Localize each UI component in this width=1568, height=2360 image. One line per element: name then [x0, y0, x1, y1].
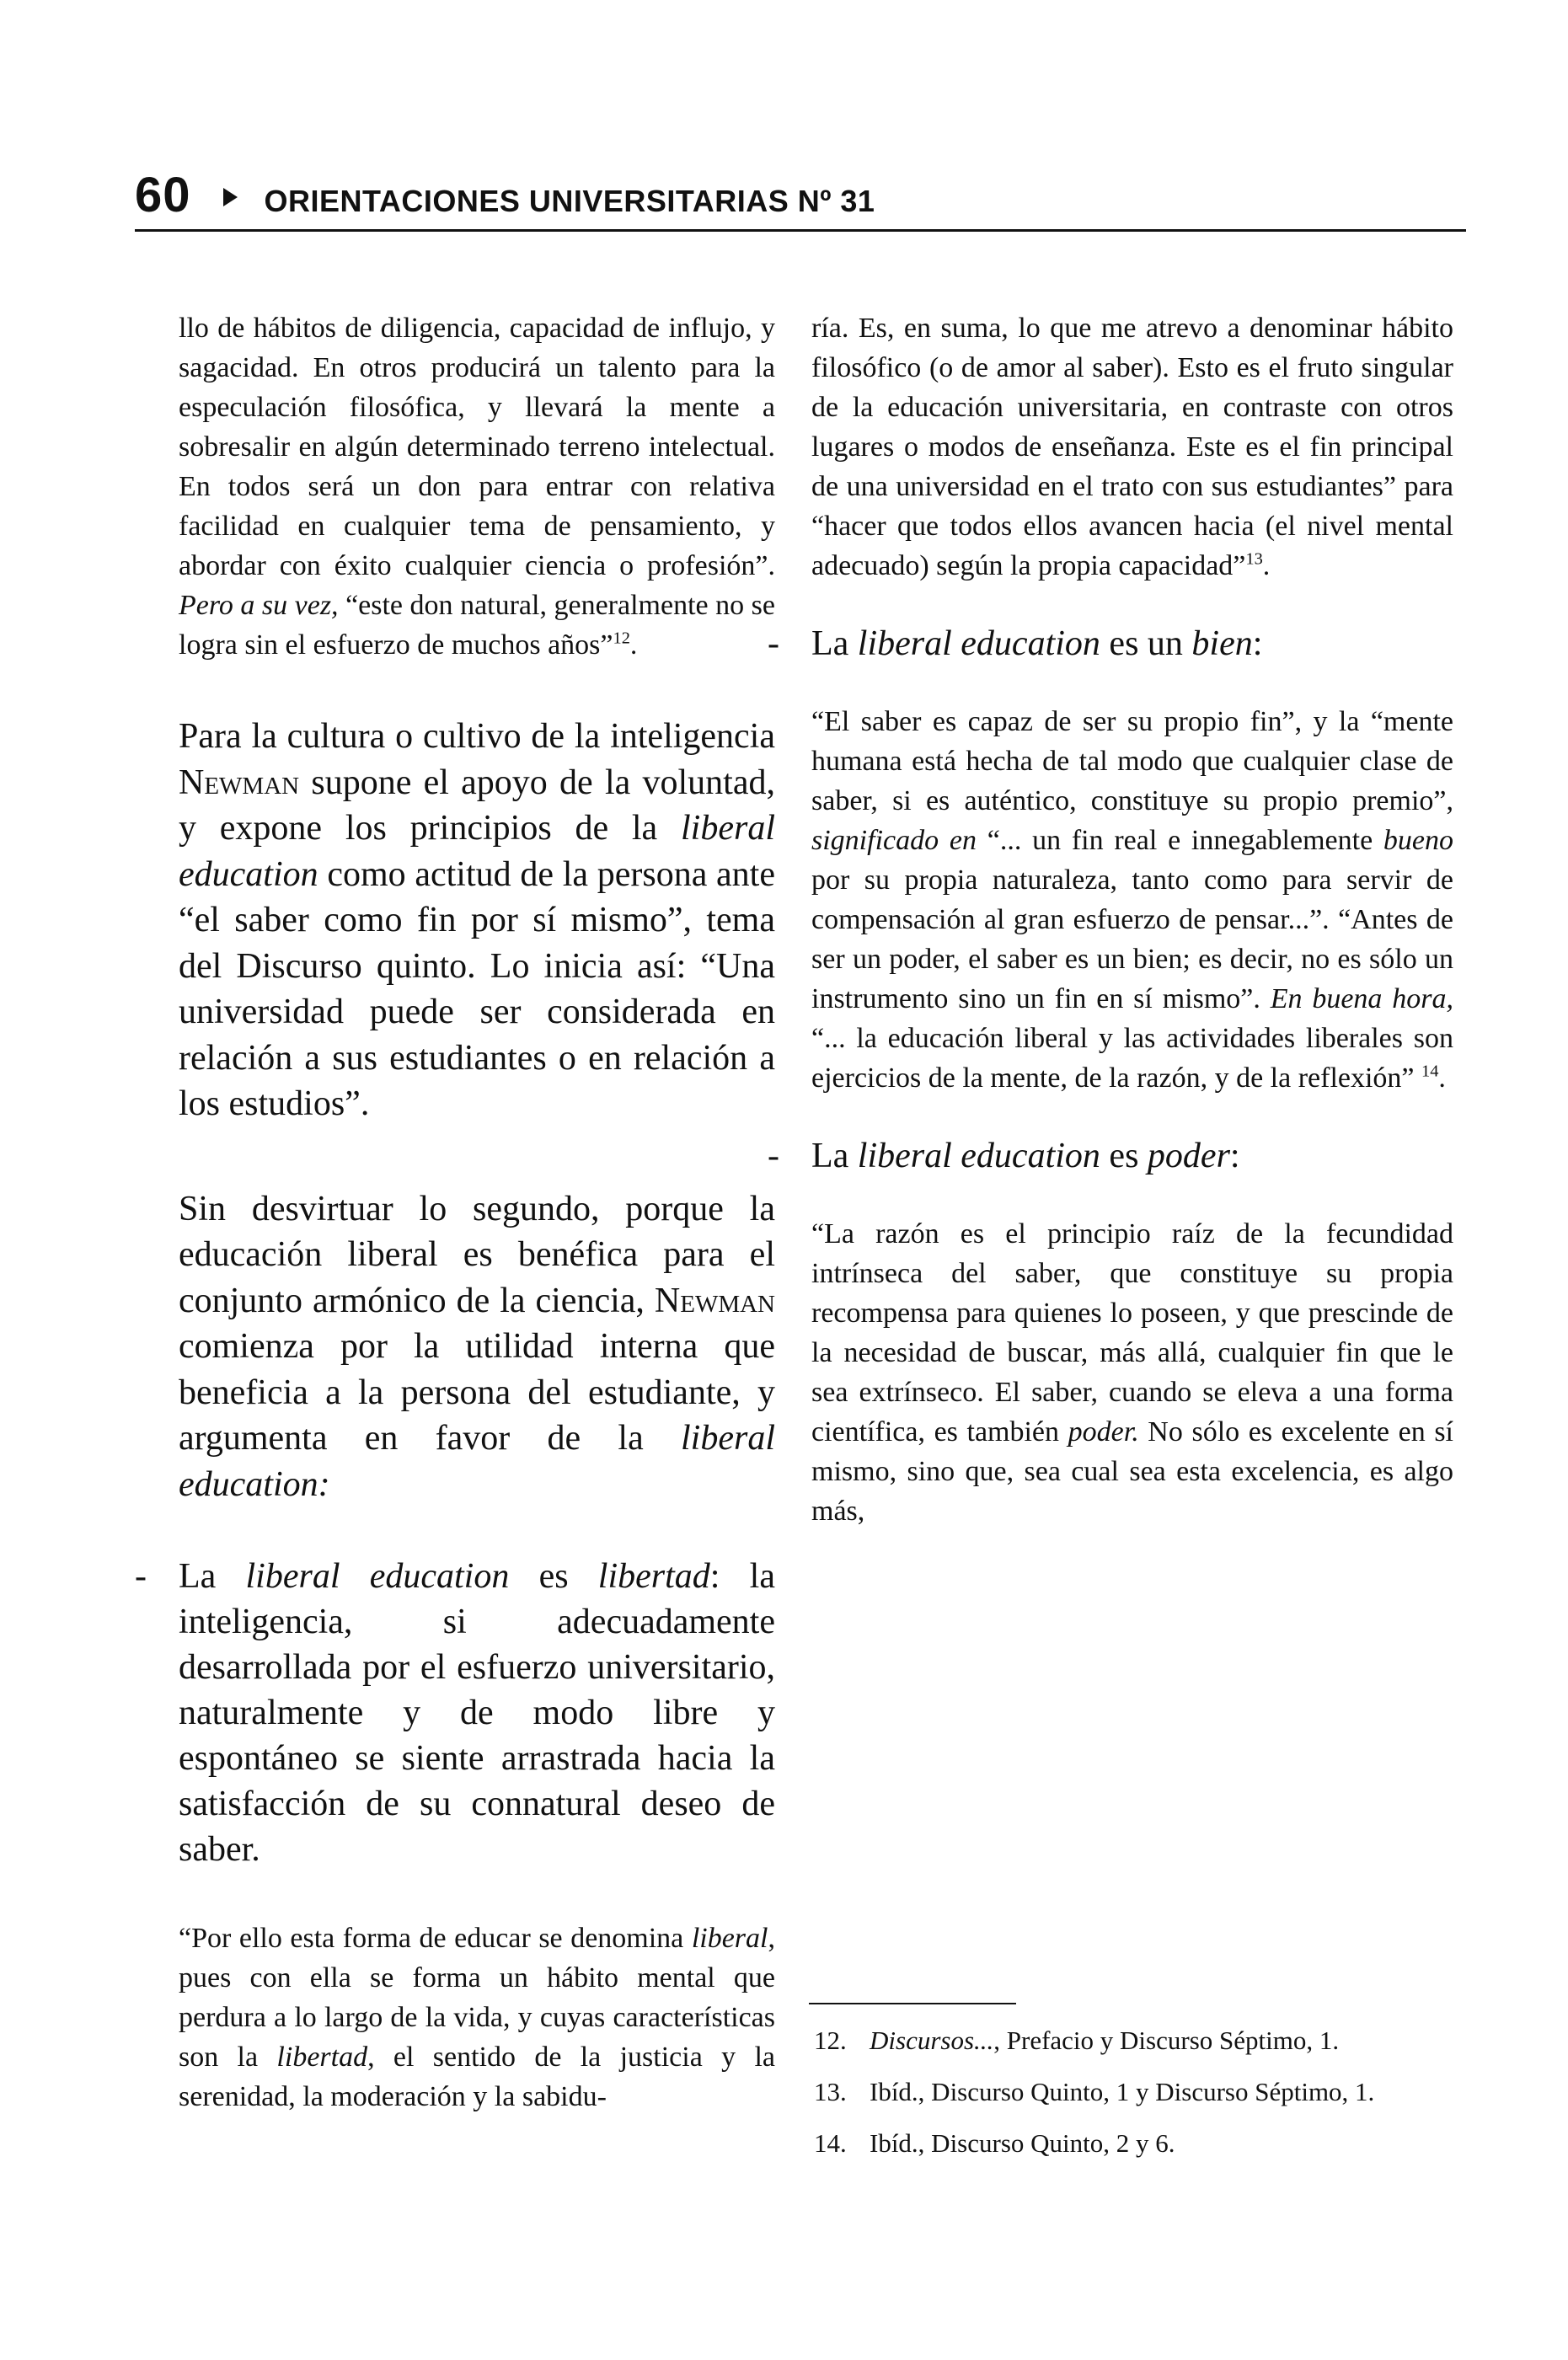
dash-marker: - — [768, 1137, 779, 1175]
running-header — [135, 167, 1466, 226]
footnote-item — [814, 2125, 1463, 2161]
list-item-poder: - La liberal education es poder: — [811, 1133, 1453, 1179]
page-number: 60 — [135, 168, 191, 222]
paragraph: Sin desvirtuar lo segundo, porque la educación liberal es benéfica para el conjunto armónico de la ciencia, Newman comienza por la utilidad interna que beneficia a la persona del estudiante, y argumenta en favor de la liberal education: — [179, 1189, 775, 1504]
footnote-rule — [809, 2003, 1016, 2004]
footnote-item — [814, 2022, 1463, 2058]
footnote-number: 12. — [814, 2026, 847, 2055]
block-quote: “La razón es el principio raíz de la fecundidad intrínseca del saber, que constituye su propia recompensa para quienes lo poseen, y que prescinde de la necesidad de buscar, más allá, cualquier fin que le sea extrínseco. El saber, cuando se eleva a una forma científica, es también poder. No sólo es excelente en sí mismo, sino que, sea cual sea esta excelencia, es algo más, — [811, 1218, 1453, 1527]
footnotes — [814, 2022, 1463, 2176]
list-item-libertad: - La liberal education es libertad: la inteligencia, si adecuadamente desarrollada por el esfuerzo universitario, naturalmente y de modo libre y espontáneo se siente arrastrada hacia la satisfacción de su connatural deseo de saber. — [179, 1554, 775, 1872]
dash-marker: - — [768, 624, 779, 663]
footnote-number: 13. — [814, 2077, 847, 2106]
right-column — [768, 308, 1454, 1531]
footnote-ref[interactable]: 14 — [1421, 1062, 1439, 1081]
footnote-ref[interactable]: 12 — [613, 629, 630, 648]
footnote-text: Discursos..., Prefacio y Discurso Séptimo, 1. — [870, 2026, 1340, 2055]
footnote-item — [814, 2074, 1463, 2110]
paragraph-continued: ría. Es, en suma, lo que me atrevo a denominar hábito filosófico (o de amor al saber). Esto es el fruto singular de la educación universitaria, en contraste con otros lugares o modos de enseñanza. Este es el fin principal de una universidad en el trato con sus estudiantes” para “hacer que todos ellos avancen hacia (el nivel mental adecuado) según la propia capacidad”$^{13}$. — [811, 313, 1453, 581]
footnote-text: Ibíd., Discurso Quinto, 1 y Discurso Séptimo, 1. — [870, 2077, 1375, 2106]
footnote-ref[interactable]: 13 — [1245, 549, 1263, 569]
footnote-text: Ibíd., Discurso Quinto, 2 y 6. — [870, 2128, 1175, 2158]
triangle-bullet-icon — [223, 188, 238, 206]
footnote-number: 14. — [814, 2128, 847, 2158]
header-rule — [135, 229, 1466, 232]
journal-title: ORIENTACIONES UNIVERSITARIAS Nº 31 — [264, 184, 875, 218]
paragraph-continued: llo de hábitos de diligencia, capacidad de influjo, y sagacidad. En otros producirá un talento para la especulación filosófica, y llevará la mente a sobresalir en algún determinado terreno intelectual. En todos será un don para entrar con relativa facilidad en cualquier tema de pensamiento, y abordar con éxito cualquier ciencia o profesión”. Pero a su vez, “este don natural, generalmente no se logra sin el esfuerzo de muchos años”$^{12}$. — [179, 313, 775, 661]
block-quote: “El saber es capaz de ser su propio fin”, y la “mente humana está hecha de tal modo que cualquier clase de saber, si es auténtico, constituye su propio premio”, significado en “... un fin real e innegablemente bueno por su propia naturaleza, tanto como para servir de compensación al gran esfuerzo de pensar...”. “Antes de ser un poder, el saber es un bien; es decir, no es sólo un instrumento sino un fin en sí mismo”. En buena hora, “... la educación liberal y las actividades liberales son ejercicios de la mente, de la razón, y de la reflexión” $^{14}$. — [811, 706, 1454, 1094]
dash-marker: - — [135, 1557, 147, 1596]
left-column — [135, 308, 775, 2117]
block-quote: “Por ello esta forma de educar se denomina liberal, pues con ella se forma un hábito mental que perdura a lo largo de la vida, y cuyas características son la libertad, el sentido de la justicia y la serenidad, la moderación y la sabidu- — [179, 1923, 775, 2112]
paragraph: Para la cultura o cultivo de la inteligencia Newman supone el apoyo de la voluntad, y expone los principios de la liberal education como actitud de la persona ante “el saber como fin por sí mismo”, tema del Discurso quinto. Lo inicia así: “Una universidad puede ser considerada en relación a sus estudiantes o en relación a los estudios”. — [179, 717, 775, 1123]
list-item-bien: - La liberal education es un bien: — [811, 621, 1453, 666]
